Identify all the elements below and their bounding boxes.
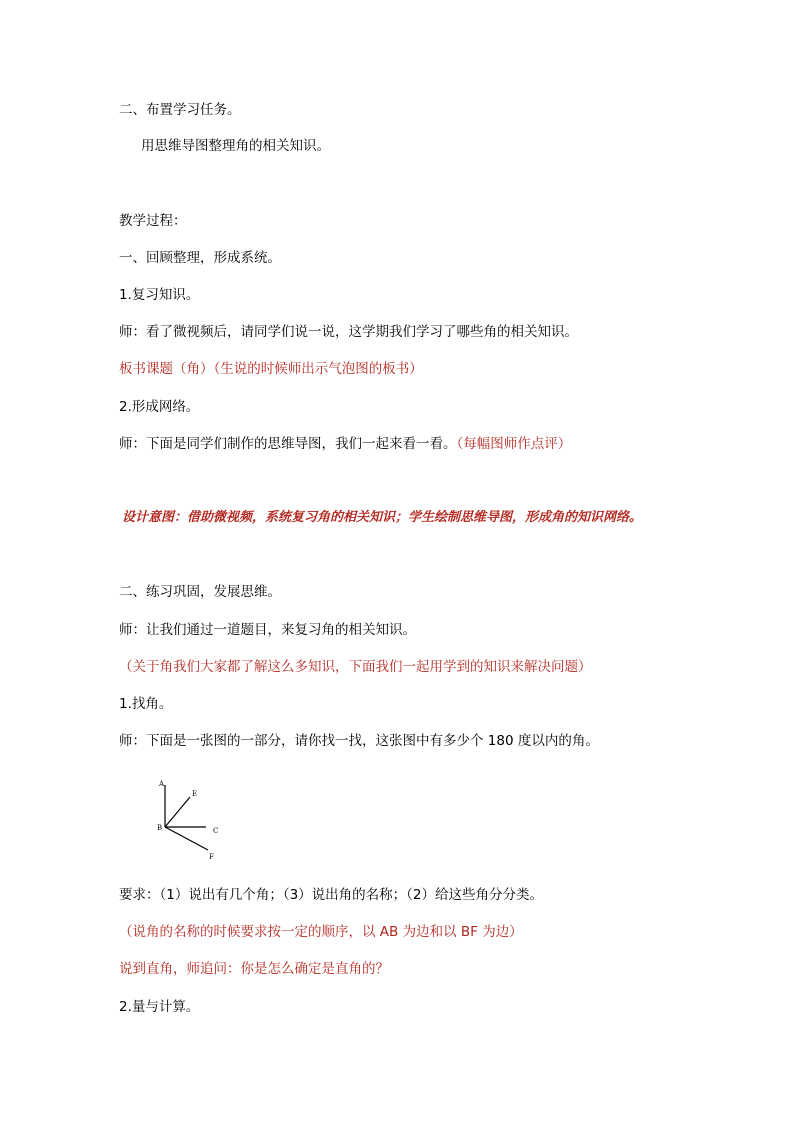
section2-teacher-line: 师：让我们通过一道题目，来复习角的相关知识。 [119, 622, 416, 638]
task-body: 用思维导图整理角的相关知识。 [141, 138, 330, 154]
find-teacher-line: 师：下面是一张图的一部分，请你找一找，这张图中有多少个 180 度以内的角。 [119, 733, 599, 749]
section2-heading: 二、练习巩固，发展思维。 [119, 584, 281, 600]
task-heading: 二、布置学习任务。 [119, 102, 241, 118]
label-f: F [209, 853, 214, 861]
requirement-line: 要求：（1）说出有几个角；（3）说出角的名称；（2）给这些角分分类。 [119, 887, 544, 903]
step1-teacher-line: 师：看了微视频后，请同学们说一说，这学期我们学习了哪些角的相关知识。 [119, 324, 578, 340]
right-angle-followup: 说到直角，师追问：你是怎么确定是直角的？ [119, 961, 389, 977]
design-intent: 设计意图：借助微视频，系统复习角的相关知识；学生绘制思维导图，形成角的知识网络。 [122, 510, 643, 525]
step1-heading: 1.复习知识。 [119, 287, 200, 303]
step2-review-note: （每幅图师作点评） [456, 436, 572, 452]
label-e: E [192, 790, 198, 798]
find-heading: 1.找角。 [119, 696, 173, 712]
label-c: C [213, 827, 219, 835]
step1-board-note: 板书课题（角）（生说的时候师出示气泡图的板书） [119, 361, 423, 377]
label-b: B [157, 824, 163, 832]
ray-bf [165, 827, 208, 850]
label-a: A [159, 780, 165, 788]
process-heading: 教学过程： [119, 213, 187, 229]
step2-teacher-text: 师：下面是同学们制作的思维导图，我们一起来看一看。 [119, 436, 457, 452]
section2-note: （关于角我们大家都了解这么多知识，下面我们一起用学到的知识来解决问题） [119, 659, 592, 675]
ray-be [165, 797, 190, 827]
requirement-note: （说角的名称的时候要求按一定的顺序，以 AB 为边和以 BF 为边） [119, 924, 523, 940]
step2-teacher-line [119, 434, 571, 454]
angle-figure [150, 775, 230, 867]
section1-heading: 一、回顾整理，形成系统。 [119, 250, 281, 266]
measure-heading: 2.量与计算。 [119, 999, 200, 1015]
step2-heading: 2.形成网络。 [119, 399, 200, 415]
